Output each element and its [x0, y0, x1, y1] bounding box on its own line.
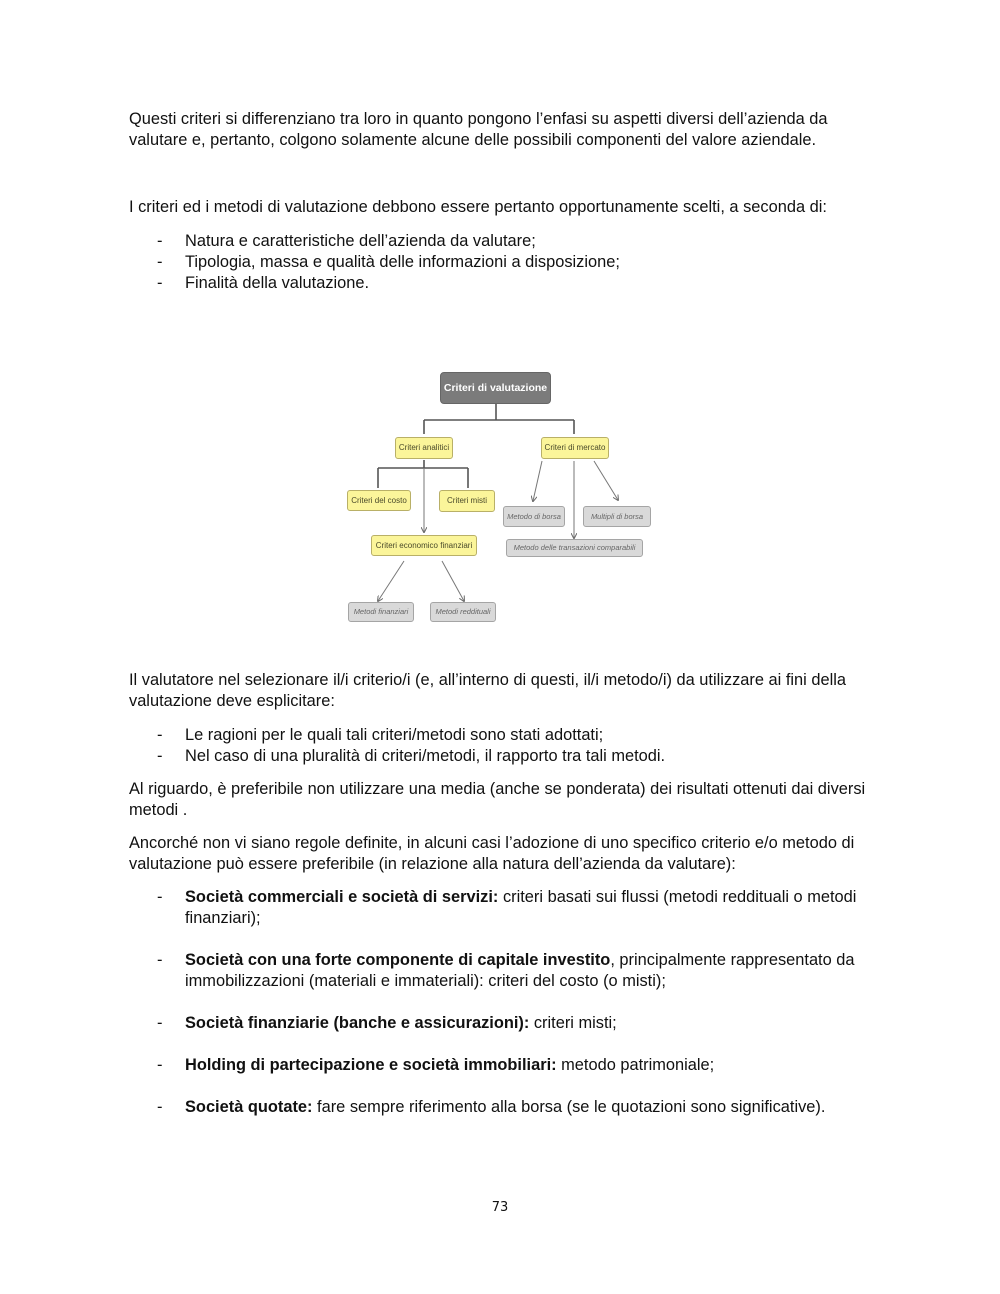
paragraph-intro: Questi criteri si differenziano tra loro in quanto pongono l’enfasi su aspetti diversi dell’azienda da valutare e, pertanto, colgono solamente alcune delle possibili componenti del valore aziendale.: [129, 110, 828, 149]
list-dash: -: [157, 274, 163, 292]
list-item: - Finalità della valutazione.: [157, 274, 370, 292]
node-criteri-mercato: Criteri di mercato: [541, 437, 609, 459]
list-factors: [129, 231, 874, 294]
node-metodi-reddituali: Metodi reddituali: [430, 602, 496, 622]
list-item: - Società quotate: fare sempre riferimento alla borsa (se le quotazioni sono significative).: [157, 1098, 826, 1116]
list-dash: -: [157, 888, 163, 906]
paragraph-choice: I criteri ed i metodi di valutazione debbono essere pertanto opportunamente scelti, a seconda di:: [129, 198, 827, 216]
list-item: - Società finanziarie (banche e assicurazioni): criteri misti;: [157, 1014, 617, 1032]
node-criteri-analitici: Criteri analitici: [395, 437, 453, 459]
list-dash: -: [157, 1098, 163, 1116]
list-item: - Società commerciali e società di servizi: criteri basati sui flussi (metodi reddituali o metodi finanziari);: [157, 888, 857, 927]
list-dash: -: [157, 951, 163, 969]
node-criteri-valutazione: Criteri di valutazione: [440, 372, 551, 404]
node-criteri-economico-finanziari: Criteri economico finanziari: [371, 535, 477, 556]
list-dash: -: [157, 232, 163, 250]
list-dash: -: [157, 1014, 163, 1032]
node-criteri-costo: Criteri del costo: [347, 490, 411, 511]
list-item: - Tipologia, massa e qualità delle informazioni a disposizione;: [157, 253, 620, 271]
list-dash: -: [157, 1056, 163, 1074]
node-multipli-borsa: Multipli di borsa: [583, 506, 651, 527]
list-companies: [129, 887, 874, 1118]
page-number: 73: [491, 1200, 509, 1215]
criteria-diagram: [340, 368, 660, 630]
list-dash: -: [157, 747, 163, 765]
list-item: - Le ragioni per le quali tali criteri/metodi sono stati adottati;: [157, 726, 604, 744]
paragraph-ancorche: Ancorché non vi siano regole definite, in alcuni casi l’adozione di uno specifico criterio e/o metodo di valutazione può essere preferibile (in relazione alla natura dell’azienda da valutare):: [129, 834, 855, 873]
node-metodi-finanziari: Metodi finanziari: [348, 602, 414, 622]
list-item: - Nel caso di una pluralità di criteri/metodi, il rapporto tra tali metodi.: [157, 747, 666, 765]
list-item: - Società con una forte componente di capitale investito, principalmente rappresentato da immobilizzazioni (materiali e immateriali): criteri del costo (o misti);: [157, 951, 855, 990]
paragraph-valutatore: Il valutatore nel selezionare il/i criterio/i (e, all’interno di questi, il/i metodo/i) da utilizzare ai fini della valutazione deve esplicitare:: [129, 671, 846, 710]
node-criteri-misti: Criteri misti: [439, 490, 495, 512]
list-dash: -: [157, 726, 163, 744]
paragraph-riguardo: Al riguardo, è preferibile non utilizzare una media (anche se ponderata) dei risultati ottenuti dai diversi metodi .: [129, 780, 866, 819]
list-explain: [129, 725, 874, 767]
list-item: - Holding di partecipazione e società immobiliari: metodo patrimoniale;: [157, 1056, 715, 1074]
node-metodo-borsa: Metodo di borsa: [503, 506, 565, 527]
list-item: - Natura e caratteristiche dell’azienda da valutare;: [157, 232, 536, 250]
node-transazioni-comparabili: Metodo delle transazioni comparabili: [506, 539, 643, 557]
list-dash: -: [157, 253, 163, 271]
